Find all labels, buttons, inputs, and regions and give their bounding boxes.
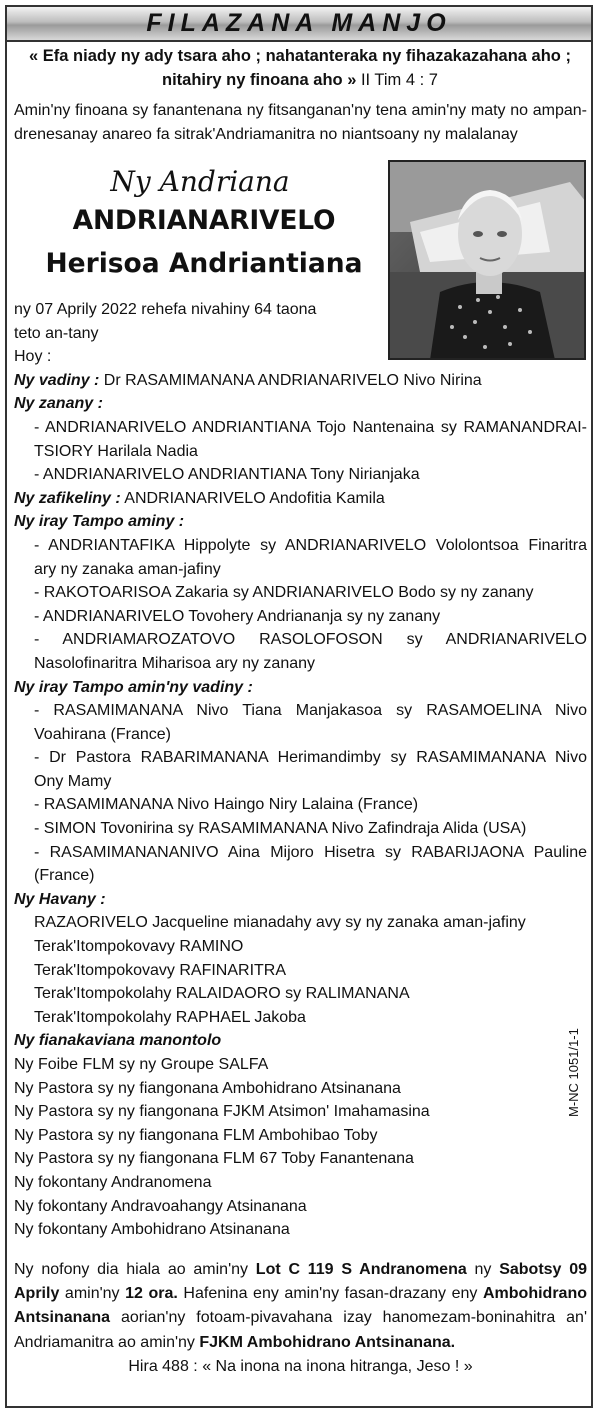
hymn-line: Hira 488 : « Na inona na inona hitranga, Jeso ! »	[128, 1358, 473, 1375]
verse-quote-end: nitahiry ny finoana aho »	[162, 71, 357, 89]
list-item: - RAKOTOARISOA Zakaria sy ANDRIANARIVELO Bodo sy ny zanany	[34, 584, 534, 602]
grandchild-label: Ny zafikeliny :	[14, 489, 121, 507]
deceased-surname: ANDRIANARIVELO	[72, 205, 336, 236]
list-item: Ny Pastora sy ny fiangonana FLM 67 Toby Fanantenana	[14, 1150, 414, 1168]
list-item: Ony Mamy	[34, 772, 112, 790]
funeral-text-1: Ny nofony dia hiala ao amin'ny	[14, 1261, 256, 1278]
list-item: - ANDRIAMAROZATOVO RASOLOFOSON sy ANDRIANARIVELO	[34, 631, 587, 649]
spouse-name: Dr RASAMIMANANA ANDRIANARIVELO Nivo Nirina	[99, 371, 482, 389]
intro-line-1: Amin'ny finoana sy fanantenana ny fitsanganan'ny tena amin'ny maty no ampan-	[14, 102, 587, 119]
list-item: Ny fokontany Andranomena	[14, 1173, 212, 1191]
list-item: RAZAORIVELO Jacqueline mianadahy avy sy ny zanaka aman-jafiny	[34, 914, 526, 932]
list-item: - RASAMIMANANANIVO Aina Mijoro Hisetra sy RABARIJAONA Pauline	[34, 843, 587, 861]
notice-body	[14, 298, 587, 1242]
funeral-text-2: ny	[466, 1261, 500, 1278]
list-item: - Dr Pastora RABARIMANANA Herimandimby sy RASAMIMANANA Nivo	[34, 749, 587, 767]
list-item: - ANDRIANARIVELO ANDRIANTIANA Tojo Nantenaina sy RAMANANDRAI-	[34, 418, 587, 436]
list-item: Terak'Itompokovavy RAMINO	[34, 938, 244, 956]
spouse-line	[14, 369, 587, 393]
siblings-label: Ny iray Tampo aminy :	[14, 513, 185, 531]
verse-line-2	[16, 68, 584, 92]
spouse-label: Ny vadiny :	[14, 371, 100, 389]
funeral-text-3: amin'ny	[59, 1285, 126, 1303]
list-item: (France)	[34, 867, 95, 885]
bible-verse	[16, 44, 584, 92]
list-item: Ny Pastora sy ny fiangonana FLM Ambohibao Toby	[14, 1126, 378, 1144]
verse-reference: II Tim 4 : 7	[356, 71, 438, 89]
list-item: - ANDRIANTAFIKA Hippolyte sy ANDRIANARIVELO Vololontsoa Finaritra	[34, 536, 587, 554]
grandchild-line	[14, 487, 587, 511]
burial-place: Ambohidrano Antsinanana	[14, 1285, 587, 1327]
intro-line-2: drenesanay anareo fa sitrak'Andriamanitra no niantsoany ny malalanay	[14, 126, 518, 143]
funeral-text-4: Hafenina eny amin'ny fasan-drazany eny	[177, 1285, 483, 1303]
deceased-given-names: Herisoa Andriantiana	[45, 248, 363, 279]
list-item: Ny Pastora sy ny fiangonana FJKM Atsimon' Imahamasina	[14, 1103, 430, 1121]
notice-header	[7, 7, 591, 42]
intro-paragraph	[14, 99, 587, 147]
church-name: FJKM Ambohidrano Antsinanana.	[199, 1333, 456, 1351]
place-line: teto an-tany	[14, 324, 99, 342]
community-label: Ny fianakaviana manontolo	[14, 1032, 222, 1050]
ad-code: M-NC 1051/1-1	[566, 1028, 581, 1117]
list-item: - RASAMIMANANA Nivo Haingo Niry Lalaina (France)	[34, 796, 419, 814]
funeral-time: 12 ora.	[125, 1285, 178, 1303]
funeral-text-5: aorian'ny fotoam-pivavahana izay hanomezam-boninahitra an' Andriamanitra ao amin'ny	[14, 1309, 587, 1351]
list-item: Terak'Itompokolahy RALAIDAORO sy RALIMANANA	[34, 985, 410, 1003]
funeral-date: Sabotsy 09 Aprily	[14, 1261, 588, 1303]
list-item: - ANDRIANARIVELO ANDRIANTIANA Tony Nirianjaka	[34, 466, 420, 484]
hoy-line: Hoy :	[14, 348, 52, 366]
relatives-label: Ny Havany :	[14, 890, 106, 908]
list-item: - RASAMIMANANA Nivo Tiana Manjakasoa sy RASAMOELINA Nivo	[34, 702, 587, 720]
funeral-address: Lot C 119 S Andranomena	[255, 1261, 467, 1278]
list-item: Ny Foibe FLM sy ny Groupe SALFA	[14, 1056, 269, 1073]
date-line: ny 07 Aprily 2022 rehefa nivahiny 64 taona	[14, 301, 317, 318]
list-item: - ANDRIANARIVELO Tovohery Andriananja sy ny zanany	[34, 607, 441, 625]
funeral-paragraph	[14, 1258, 587, 1355]
list-item: TSIORY Harilala Nadia	[34, 442, 198, 460]
list-item: Ny fokontany Andravoahangy Atsinanana	[14, 1197, 307, 1215]
list-item: Terak'Itompokolahy RAPHAEL Jakoba	[34, 1008, 306, 1026]
list-item: Ny fokontany Ambohidrano Atsinanana	[14, 1221, 290, 1239]
list-item: Nasolofinaritra Miharisoa ary ny zanany	[34, 654, 316, 672]
grandchild-name: ANDRIANARIVELO Andofitia Kamila	[120, 489, 385, 507]
children-label: Ny zanany :	[14, 395, 103, 413]
list-item: - SIMON Tovonirina sy RASAMIMANANA Nivo Zafindraja Alida (USA)	[34, 820, 527, 838]
verse-line-1: « Efa niady ny ady tsara aho ; nahatanteraka ny fihazakazahana aho ;	[29, 47, 571, 65]
list-item: Voahirana (France)	[34, 725, 171, 743]
name-prefix: Ny Andriana	[110, 165, 290, 198]
spouse-siblings-label: Ny iray Tampo amin'ny vadiny :	[14, 678, 253, 696]
list-item: Ny Pastora sy ny fiangonana Ambohidrano Atsinanana	[14, 1079, 401, 1097]
list-item: ary ny zanaka aman-jafiny	[34, 560, 221, 578]
list-item: Terak'Itompokovavy RAFINARITRA	[34, 961, 287, 979]
header-title: FILAZANA MANJO	[146, 9, 452, 37]
